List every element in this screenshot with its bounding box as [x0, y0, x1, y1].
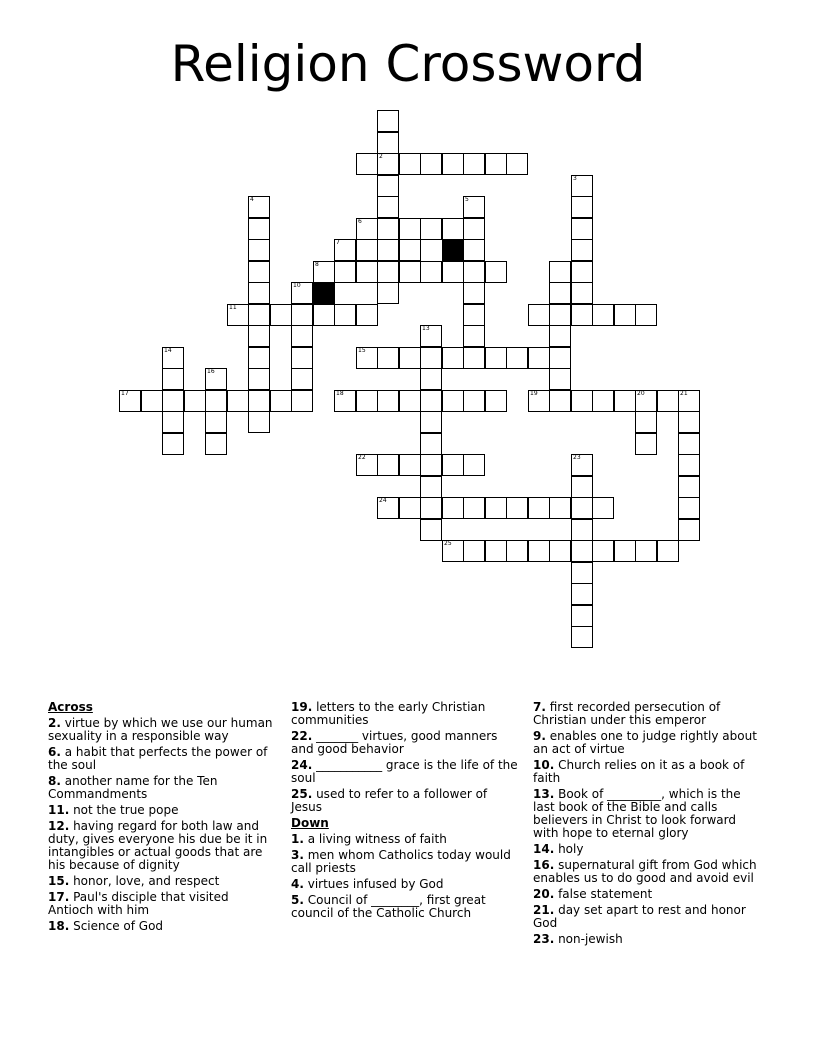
- section-header-across: Across: [48, 700, 93, 714]
- grid-cell[interactable]: [571, 540, 593, 562]
- grid-cell[interactable]: [377, 132, 399, 154]
- grid-cell[interactable]: [571, 497, 593, 519]
- grid-cell[interactable]: [248, 239, 270, 261]
- grid-cell[interactable]: [420, 390, 442, 412]
- grid-cell[interactable]: [528, 497, 550, 519]
- grid-cell[interactable]: [162, 433, 184, 455]
- clue-item: [291, 878, 519, 891]
- grid-cell[interactable]: [678, 476, 700, 498]
- grid-cell[interactable]: [420, 347, 442, 369]
- clue-text: enables one to judge rightly about an act of virtue: [533, 729, 757, 756]
- grid-cell[interactable]: [463, 347, 485, 369]
- grid-cell[interactable]: [270, 390, 292, 412]
- grid-cell[interactable]: [442, 218, 464, 240]
- clue-item: [533, 843, 765, 856]
- clue-number-label: 23.: [533, 932, 555, 946]
- grid-cell[interactable]: [657, 390, 679, 412]
- grid-cell[interactable]: [420, 519, 442, 541]
- clue-item: [48, 775, 276, 801]
- grid-cell[interactable]: [571, 261, 593, 283]
- grid-cell[interactable]: [506, 540, 528, 562]
- clue-number-label: 8.: [48, 774, 61, 788]
- clue-number-label: 6.: [48, 745, 61, 759]
- grid-cell[interactable]: [678, 454, 700, 476]
- clue-number: 13: [422, 325, 430, 332]
- clue-text: virtue by which we use our human sexuality in a responsible way: [48, 716, 273, 743]
- grid-cell[interactable]: [162, 411, 184, 433]
- grid-cell[interactable]: [571, 218, 593, 240]
- clue-number: 22: [358, 454, 366, 461]
- grid-cell[interactable]: [463, 218, 485, 240]
- grid-cell[interactable]: [248, 218, 270, 240]
- clue-text: Book of _________, which is the last book of the Bible and calls believers in Christ to look forward with hope to eternal glory: [533, 787, 741, 840]
- clue-number-label: 10.: [533, 758, 555, 772]
- clue-text: honor, love, and respect: [69, 874, 220, 888]
- clue-number-label: 9.: [533, 729, 546, 743]
- grid-cell[interactable]: [334, 239, 356, 261]
- grid-cell[interactable]: [592, 304, 614, 326]
- grid-cell[interactable]: [356, 153, 378, 175]
- grid-cell[interactable]: [614, 390, 636, 412]
- grid-cell[interactable]: [549, 347, 571, 369]
- grid-cell[interactable]: [399, 454, 421, 476]
- grid-cell[interactable]: [592, 497, 614, 519]
- clue-number-label: 7.: [533, 700, 546, 714]
- grid-cell[interactable]: [313, 304, 335, 326]
- clue-item: [291, 833, 519, 846]
- grid-cell[interactable]: [571, 605, 593, 627]
- grid-cell[interactable]: [571, 626, 593, 648]
- clue-number-label: 1.: [291, 832, 304, 846]
- grid-cell[interactable]: [463, 540, 485, 562]
- grid-cell[interactable]: [549, 304, 571, 326]
- grid-cell[interactable]: [377, 153, 399, 175]
- clue-text: _______ virtues, good manners and good behavior: [291, 729, 498, 756]
- clue-text: supernatural gift from God which enables us to do good and avoid evil: [533, 858, 757, 885]
- clue-number-label: 17.: [48, 890, 70, 904]
- clue-item: [533, 730, 765, 756]
- grid-cell[interactable]: [248, 325, 270, 347]
- clue-number: 25: [444, 540, 452, 547]
- clue-number: 3: [573, 175, 577, 182]
- grid-cell[interactable]: [571, 304, 593, 326]
- grid-cell[interactable]: [485, 540, 507, 562]
- grid-cell[interactable]: [463, 282, 485, 304]
- grid-cell[interactable]: [205, 368, 227, 390]
- clue-item: [291, 849, 519, 875]
- clue-number: 17: [121, 390, 129, 397]
- clue-item: [48, 891, 276, 917]
- grid-cell[interactable]: [184, 390, 206, 412]
- grid-cell[interactable]: [485, 261, 507, 283]
- grid-cell[interactable]: [291, 282, 313, 304]
- grid-cell[interactable]: [420, 433, 442, 455]
- grid-cell[interactable]: [377, 454, 399, 476]
- grid-cell[interactable]: [399, 497, 421, 519]
- clue-text: Science of God: [69, 919, 164, 933]
- grid-cell[interactable]: [162, 347, 184, 369]
- grid-cell[interactable]: [635, 540, 657, 562]
- grid-cell[interactable]: [119, 390, 141, 412]
- grid-cell[interactable]: [678, 390, 700, 412]
- grid-cell[interactable]: [571, 562, 593, 584]
- grid-cell[interactable]: [356, 304, 378, 326]
- clue-number-label: 20.: [533, 887, 555, 901]
- grid-cell[interactable]: [571, 282, 593, 304]
- grid-cell[interactable]: [463, 304, 485, 326]
- clue-number: 5: [465, 196, 469, 203]
- grid-cell[interactable]: [291, 325, 313, 347]
- clue-number: 14: [164, 347, 172, 354]
- clue-text: ___________ grace is the life of the soul: [291, 758, 518, 785]
- clue-number-label: 16.: [533, 858, 555, 872]
- grid-cell[interactable]: [377, 282, 399, 304]
- grid-cell[interactable]: [657, 540, 679, 562]
- clue-item: [48, 875, 276, 888]
- clue-number: 15: [358, 347, 366, 354]
- grid-cell[interactable]: [248, 411, 270, 433]
- grid-cell[interactable]: [571, 583, 593, 605]
- grid-cell[interactable]: [528, 390, 550, 412]
- clue-item: [291, 788, 519, 814]
- grid-cell[interactable]: [635, 433, 657, 455]
- grid-cell[interactable]: [463, 239, 485, 261]
- grid-cell[interactable]: [463, 325, 485, 347]
- grid-cell[interactable]: [678, 519, 700, 541]
- grid-cell[interactable]: [420, 368, 442, 390]
- grid-cell[interactable]: [248, 282, 270, 304]
- clue-text: used to refer to a follower of Jesus: [291, 787, 488, 814]
- grid-cell[interactable]: [442, 153, 464, 175]
- clue-number: 18: [336, 390, 344, 397]
- clue-text: first recorded persecution of Christian under this emperor: [533, 700, 721, 727]
- grid-cell[interactable]: [420, 411, 442, 433]
- grid-cell[interactable]: [678, 433, 700, 455]
- clue-number: 8: [315, 261, 319, 268]
- grid-cell[interactable]: [528, 540, 550, 562]
- grid-cell[interactable]: [442, 347, 464, 369]
- clue-number-label: 24.: [291, 758, 313, 772]
- clue-item: [291, 759, 519, 785]
- grid-cell[interactable]: [399, 153, 421, 175]
- grid-cell[interactable]: [463, 454, 485, 476]
- clue-item: [533, 888, 765, 901]
- clue-number-label: 2.: [48, 716, 61, 730]
- grid-cell[interactable]: [571, 519, 593, 541]
- grid-cell[interactable]: [463, 497, 485, 519]
- grid-cell[interactable]: [442, 540, 464, 562]
- clue-text: holy: [554, 842, 584, 856]
- grid-cell[interactable]: [205, 411, 227, 433]
- grid-cell[interactable]: [141, 390, 163, 412]
- grid-cell[interactable]: [399, 218, 421, 240]
- grid-cell[interactable]: [227, 304, 249, 326]
- grid-cell[interactable]: [291, 304, 313, 326]
- grid-cell[interactable]: [291, 347, 313, 369]
- grid-cell[interactable]: [356, 261, 378, 283]
- grid-cell[interactable]: [614, 540, 636, 562]
- grid-cell[interactable]: [377, 218, 399, 240]
- clue-item: [291, 730, 519, 756]
- grid-cell[interactable]: [485, 153, 507, 175]
- clue-text: a living witness of faith: [303, 832, 447, 846]
- grid-cell[interactable]: [485, 347, 507, 369]
- grid-cell[interactable]: [485, 497, 507, 519]
- clue-item: [533, 933, 765, 946]
- clue-text: letters to the early Christian communities: [291, 700, 486, 727]
- clue-text: non-jewish: [554, 932, 623, 946]
- clue-item: [48, 920, 276, 933]
- grid-cell[interactable]: [592, 390, 614, 412]
- grid-cell[interactable]: [248, 196, 270, 218]
- grid-cell[interactable]: [506, 497, 528, 519]
- grid-cell[interactable]: [334, 390, 356, 412]
- clues-column-2: [291, 701, 519, 923]
- grid-cell[interactable]: [485, 390, 507, 412]
- clue-number-label: 12.: [48, 819, 70, 833]
- grid-cell[interactable]: [377, 497, 399, 519]
- grid-cell[interactable]: [592, 540, 614, 562]
- grid-cell[interactable]: [291, 368, 313, 390]
- clue-text: not the true pope: [69, 803, 179, 817]
- grid-cell[interactable]: [571, 454, 593, 476]
- grid-cell[interactable]: [678, 411, 700, 433]
- clue-number: 24: [379, 497, 387, 504]
- grid-cell[interactable]: [377, 175, 399, 197]
- clue-number-label: 25.: [291, 787, 313, 801]
- clue-number: 7: [336, 239, 340, 246]
- grid-cell[interactable]: [162, 390, 184, 412]
- grid-cell[interactable]: [377, 239, 399, 261]
- clue-number-label: 4.: [291, 877, 304, 891]
- grid-cell[interactable]: [571, 196, 593, 218]
- clue-item: [48, 804, 276, 817]
- clue-number: 2: [379, 153, 383, 160]
- grid-cell[interactable]: [463, 153, 485, 175]
- clue-number: 23: [573, 454, 581, 461]
- grid-cell[interactable]: [420, 218, 442, 240]
- grid-cell[interactable]: [571, 390, 593, 412]
- clue-number: 11: [229, 304, 237, 311]
- grid-cell[interactable]: [205, 390, 227, 412]
- clue-number: 21: [680, 390, 688, 397]
- clue-number-label: 21.: [533, 903, 555, 917]
- grid-cell[interactable]: [270, 304, 292, 326]
- grid-cell[interactable]: [162, 368, 184, 390]
- grid-cell[interactable]: [635, 304, 657, 326]
- grid-cell[interactable]: [463, 390, 485, 412]
- grid-cell[interactable]: [248, 261, 270, 283]
- clue-item: [48, 820, 276, 872]
- clue-text: Church relies on it as a book of faith: [533, 758, 745, 785]
- clue-text: virtues infused by God: [303, 877, 444, 891]
- grid-cell[interactable]: [549, 368, 571, 390]
- grid-cell[interactable]: [420, 153, 442, 175]
- grid-cell[interactable]: [506, 153, 528, 175]
- grid-cell[interactable]: [678, 497, 700, 519]
- grid-cell[interactable]: [399, 347, 421, 369]
- grid-cell[interactable]: [442, 261, 464, 283]
- clue-text: day set apart to rest and honor God: [533, 903, 746, 930]
- grid-cell[interactable]: [442, 390, 464, 412]
- grid-cell[interactable]: [571, 476, 593, 498]
- clue-number-label: 11.: [48, 803, 70, 817]
- grid-cell[interactable]: [528, 304, 550, 326]
- clue-number: 6: [358, 218, 362, 225]
- grid-cell[interactable]: [377, 196, 399, 218]
- grid-cell[interactable]: [571, 175, 593, 197]
- grid-cell[interactable]: [420, 454, 442, 476]
- clue-item: [291, 701, 519, 727]
- grid-cell[interactable]: [334, 261, 356, 283]
- clue-text: having regard for both law and duty, gives everyone his due be it in intangibles or actual goods that are his because of dignity: [48, 819, 268, 872]
- grid-cell[interactable]: [420, 476, 442, 498]
- grid-cell[interactable]: [377, 347, 399, 369]
- grid-cell[interactable]: [635, 390, 657, 412]
- black-square: [442, 239, 464, 261]
- clue-item: [48, 717, 276, 743]
- clue-number-label: 5.: [291, 893, 304, 907]
- clue-item: [48, 746, 276, 772]
- grid-cell[interactable]: [506, 347, 528, 369]
- grid-cell[interactable]: [549, 261, 571, 283]
- grid-cell[interactable]: [549, 282, 571, 304]
- clue-number-label: 15.: [48, 874, 70, 888]
- clues-column-1: [48, 701, 276, 936]
- grid-cell[interactable]: [399, 390, 421, 412]
- grid-cell[interactable]: [549, 540, 571, 562]
- grid-cell[interactable]: [549, 497, 571, 519]
- clue-text: Paul's disciple that visited Antioch with him: [48, 890, 229, 917]
- grid-cell[interactable]: [356, 454, 378, 476]
- clue-number-label: 3.: [291, 848, 304, 862]
- grid-cell[interactable]: [442, 497, 464, 519]
- black-square: [313, 282, 335, 304]
- grid-cell[interactable]: [549, 325, 571, 347]
- clue-item: [291, 894, 519, 920]
- grid-cell[interactable]: [377, 390, 399, 412]
- page-title: Religion Crossword: [170, 35, 646, 93]
- clue-number: 16: [207, 368, 215, 375]
- grid-cell[interactable]: [356, 390, 378, 412]
- clue-item: [533, 859, 765, 885]
- grid-cell[interactable]: [227, 390, 249, 412]
- clue-text: men whom Catholics today would call priests: [291, 848, 511, 875]
- clue-item: [533, 759, 765, 785]
- grid-cell[interactable]: [549, 390, 571, 412]
- clue-item: [533, 788, 765, 840]
- clue-text: false statement: [554, 887, 653, 901]
- clue-text: another name for the Ten Commandments: [48, 774, 218, 801]
- grid-cell[interactable]: [463, 196, 485, 218]
- clue-text: Council of ________, first great council of the Catholic Church: [291, 893, 486, 920]
- clues-column-3: [533, 701, 765, 949]
- grid-cell[interactable]: [313, 261, 335, 283]
- grid-cell[interactable]: [571, 239, 593, 261]
- grid-cell[interactable]: [356, 239, 378, 261]
- grid-cell[interactable]: [248, 304, 270, 326]
- grid-cell[interactable]: [399, 239, 421, 261]
- clue-number-label: 18.: [48, 919, 70, 933]
- grid-cell[interactable]: [614, 304, 636, 326]
- grid-cell[interactable]: [356, 218, 378, 240]
- clue-text: a habit that perfects the power of the soul: [48, 745, 268, 772]
- grid-cell[interactable]: [356, 347, 378, 369]
- grid-cell[interactable]: [420, 261, 442, 283]
- grid-cell[interactable]: [377, 261, 399, 283]
- grid-cell[interactable]: [635, 411, 657, 433]
- grid-cell[interactable]: [420, 497, 442, 519]
- clue-item: [533, 904, 765, 930]
- clue-number-label: 13.: [533, 787, 555, 801]
- grid-cell[interactable]: [248, 368, 270, 390]
- grid-cell[interactable]: [377, 110, 399, 132]
- grid-cell[interactable]: [248, 347, 270, 369]
- clue-number: 10: [293, 282, 301, 289]
- clue-number: 19: [530, 390, 538, 397]
- clue-number: 20: [637, 390, 645, 397]
- grid-cell[interactable]: [291, 390, 313, 412]
- grid-cell[interactable]: [463, 261, 485, 283]
- section-header-down: Down: [291, 816, 329, 830]
- grid-cell[interactable]: [442, 454, 464, 476]
- grid-cell[interactable]: [248, 390, 270, 412]
- clue-number-label: 19.: [291, 700, 313, 714]
- grid-cell[interactable]: [399, 261, 421, 283]
- grid-cell[interactable]: [205, 433, 227, 455]
- grid-cell[interactable]: [334, 304, 356, 326]
- clue-item: [533, 701, 765, 727]
- grid-cell[interactable]: [420, 325, 442, 347]
- clue-number: 4: [250, 196, 254, 203]
- grid-cell[interactable]: [528, 347, 550, 369]
- clue-number-label: 22.: [291, 729, 313, 743]
- clue-number-label: 14.: [533, 842, 555, 856]
